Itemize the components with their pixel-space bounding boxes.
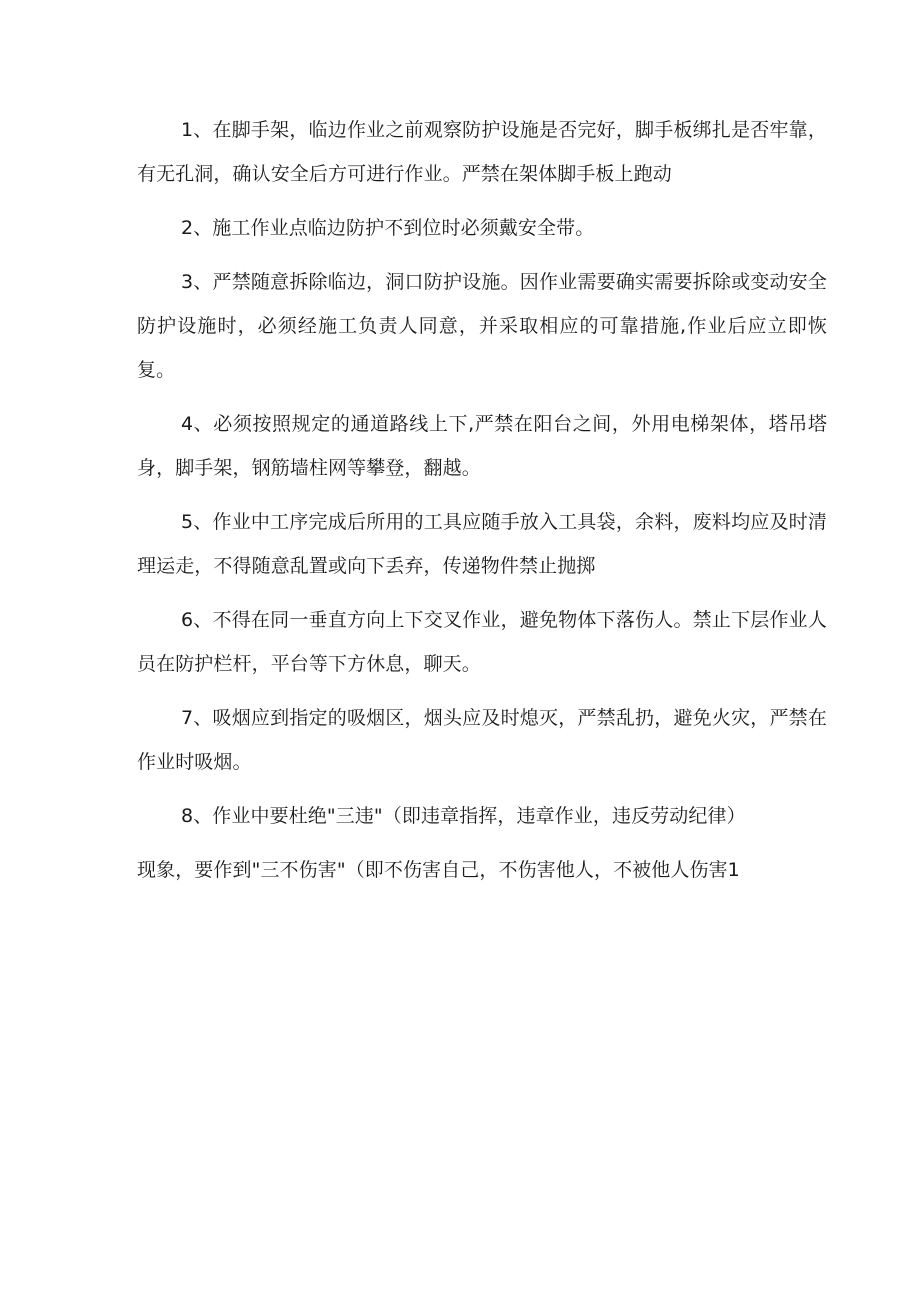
paragraph-3: 3、严禁随意拆除临边，洞口防护设施。因作业需要确实需要拆除或变动安全防护设施时，必须经施工负责人同意，并采取相应的可靠措施,作业后应立即恢复。 <box>137 271 827 381</box>
paragraph-7: 7、吸烟应到指定的吸烟区，烟头应及时熄灭，严禁乱扔，避免火灾，严禁在作业时吸烟。 <box>137 707 827 773</box>
paragraph-1: 1、在脚手架，临边作业之前观察防护设施是否完好，脚手板绑扎是否牢靠，有无孔洞，确认安全后方可进行作业。严禁在架体脚手板上跑动 <box>137 119 827 185</box>
paragraph-9: 现象，要作到"三不伤害"（即不伤害自己，不伤害他人，不被他人伤害1 <box>137 859 740 881</box>
document-body <box>137 108 827 892</box>
paragraph-8: 8、作业中要杜绝"三违"（即违章指挥，违章作业，违反劳动纪律） <box>181 805 746 827</box>
paragraph-2: 2、施工作业点临边防护不到位时必须戴安全带。 <box>181 217 595 239</box>
paragraph-4: 4、必须按照规定的通道路线上下,严禁在阳台之间，外用电梯架体，塔吊塔身，脚手架，钢筋墙柱网等攀登，翻越。 <box>137 413 827 479</box>
paragraph-6: 6、不得在同一垂直方向上下交叉作业，避免物体下落伤人。禁止下层作业人员在防护栏杆，平台等下方休息，聊天。 <box>137 609 827 675</box>
paragraph-5: 5、作业中工序完成后所用的工具应随手放入工具袋，余料，废料均应及时清理运走，不得随意乱置或向下丢弃，传递物件禁止抛掷 <box>137 511 827 577</box>
